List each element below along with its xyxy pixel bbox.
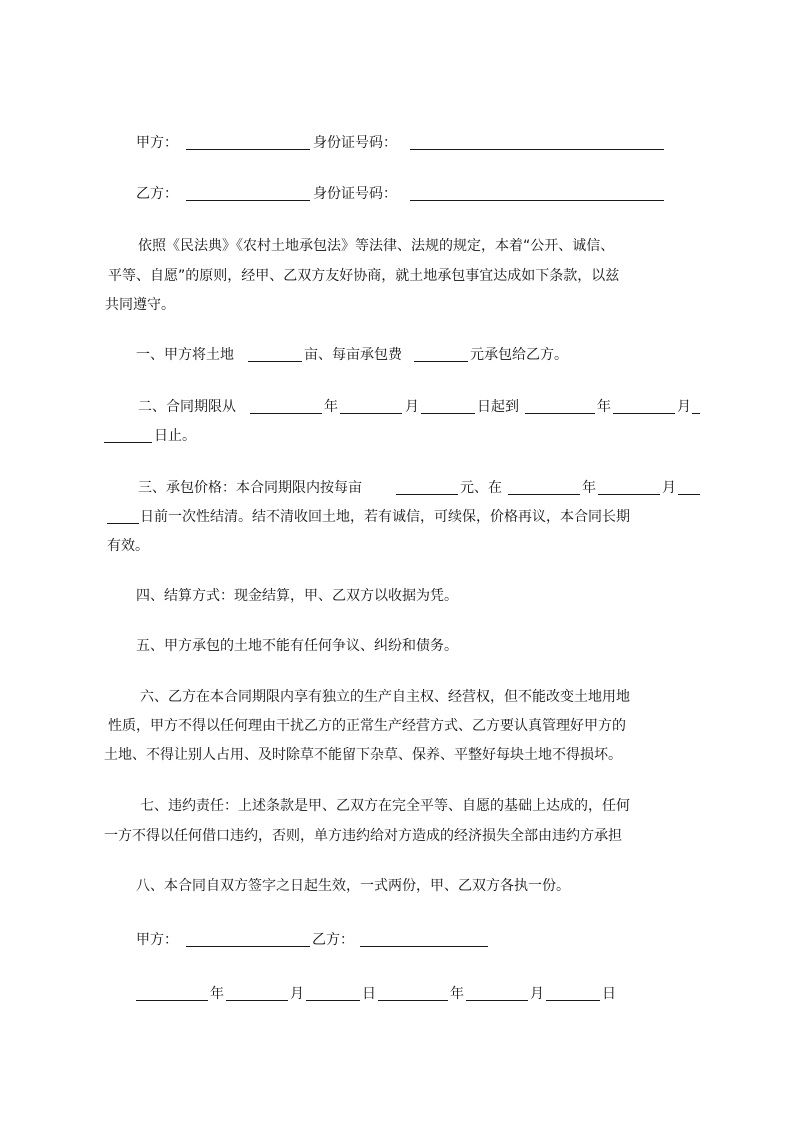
clause-4: 四、结算方式：现金结算，甲、乙双方以收据为凭。: [136, 588, 458, 604]
clause-2-line-2: 日止。: [0, 426, 793, 446]
party-a-name-blank: [186, 149, 310, 150]
clause-6-line-3: 土地、不得让别人占用、及时除草不能留下杂草、保养、平整好每块土地不得损坏。: [104, 747, 622, 763]
clause-7-line-1: 七、违约责任：上述条款是甲、乙双方在完全平等、自愿的基础上达成的，任何: [140, 798, 630, 814]
clause-8: 八、本合同自双方签字之日起生效，一式两份，甲、乙双方各执一份。: [136, 878, 570, 894]
party-a-id-line: [0, 133, 793, 153]
intro-line-2: 平等、自愿”的原则，经甲、乙双方友好协商，就土地承包事宜达成如下条款，以兹: [108, 268, 620, 284]
clause-1-fee-blank: [414, 361, 468, 362]
clause-3-line-3: 有效。: [107, 538, 149, 554]
signature-party-b-label: 乙方：: [312, 932, 354, 948]
signature-party-a-label: 甲方：: [136, 932, 178, 948]
party-a-label: 甲方：: [136, 135, 178, 151]
signature-party-a-blank: [186, 946, 310, 947]
intro-line-3: 共同遵守。: [105, 297, 175, 313]
party-b-label: 乙方：: [136, 186, 178, 202]
clause-7-line-2: 一方不得以任何借口违约，否则，单方违约给对方造成的经济损失全部由违约方承担: [104, 828, 622, 844]
party-a-id-blank: [410, 149, 664, 150]
clause-2-line-1: 二、合同期限从 年 月 日起到 年 月: [0, 397, 793, 417]
signature-party-b-blank: [360, 946, 488, 947]
clause-3-line-2: 日前一次性结清。结不清收回土地，若有诚信，可续保，价格再议，本合同长期: [0, 507, 793, 527]
signature-line: [0, 930, 793, 950]
intro-line-1: 依照《民法典》《农村土地承包法》等法律、法规的规定，本着“公开、诚信、: [138, 238, 615, 254]
clause-6-line-1: 六、乙方在本合同期限内享有独立的生产自主权、经营权，但不能改变土地用地: [140, 689, 630, 705]
clause-1-area-blank: [248, 361, 302, 362]
party-b-name-blank: [186, 200, 310, 201]
date-line: 年 月 日 年 月 日: [0, 984, 793, 1004]
party-b-id-blank: [410, 200, 664, 201]
clause-5: 五、甲方承包的土地不能有任何争议、纠纷和债务。: [136, 638, 458, 654]
party-b-id-label: 身份证号码：: [313, 186, 397, 202]
party-b-id-line: [0, 184, 793, 204]
party-a-id-label: 身份证号码：: [313, 135, 397, 151]
clause-1: 一、甲方将土地 亩、每亩承包费 元承包给乙方。: [136, 347, 568, 363]
clause-6-line-2: 性质，甲方不得以任何理由干扰乙方的正常生产经营方式、乙方要认真管理好甲方的: [108, 718, 626, 734]
clause-3-line-1: 三、承包价格：本合同期限内按每亩 元、在 年 月: [0, 478, 793, 498]
